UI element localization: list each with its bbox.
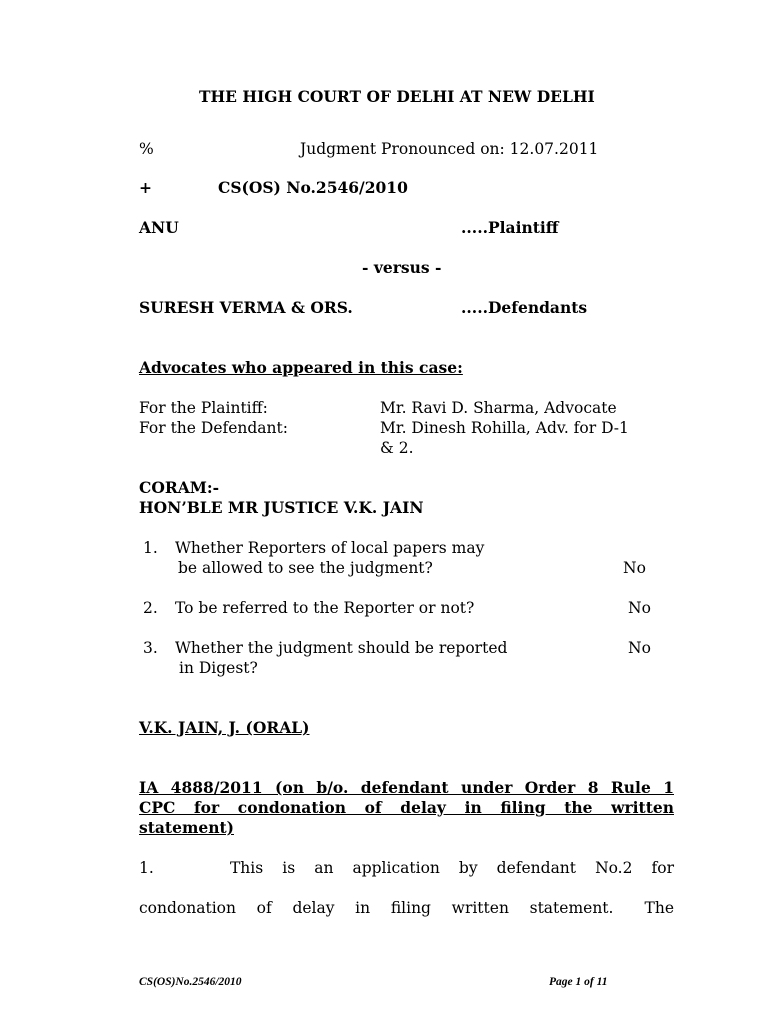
defendant-name: SURESH VERMA & ORS. (139, 298, 353, 317)
for-defendant-label: For the Defendant: (139, 419, 288, 437)
for-defendant-value-line1: Mr. Dinesh Rohilla, Adv. for D-1 (380, 419, 629, 437)
oral-heading: V.K. JAIN, J. (ORAL) (139, 718, 310, 737)
ia-heading-line1: IA 4888/2011 (on b/o. defendant under Order 8 Rule 1 (139, 778, 674, 797)
paragraph-1-line1: 1. This is an application by defendant No.2 for (139, 859, 674, 877)
question-3-line1: Whether the judgment should be reported (175, 639, 508, 657)
for-plaintiff-value: Mr. Ravi D. Sharma, Advocate (380, 399, 617, 417)
coram: CORAM:- (139, 478, 220, 497)
plaintiff-name: ANU (139, 218, 179, 237)
question-1-line2: be allowed to see the judgment? (178, 559, 433, 577)
ia-heading-line3: statement) (139, 818, 234, 837)
defendant-role: .....Defendants (461, 298, 588, 317)
advocates-heading: Advocates who appeared in this case: (139, 358, 463, 377)
ia-heading-line2: CPC for condonation of delay in filing the written (139, 798, 674, 817)
judge-name: HON’BLE MR JUSTICE V.K. JAIN (139, 498, 424, 517)
court-title: THE HIGH COURT OF DELHI AT NEW DELHI (199, 87, 595, 106)
plus-mark: + (139, 178, 152, 197)
versus: - versus - (362, 258, 442, 277)
question-1-number: 1. (143, 539, 158, 557)
for-defendant-value-line2: & 2. (380, 439, 414, 457)
paragraph-1-line2: condonation of delay in filing written statement. The (139, 899, 674, 917)
question-1-answer: No (623, 559, 646, 577)
question-3-number: 3. (143, 639, 158, 657)
footer-case-ref: CS(OS)No.2546/2010 (139, 976, 242, 988)
question-3-line2: in Digest? (179, 659, 258, 677)
question-2-answer: No (628, 599, 651, 617)
pronounced-date: Judgment Pronounced on: 12.07.2011 (300, 140, 599, 158)
question-2-number: 2. (143, 599, 158, 617)
question-2-line1: To be referred to the Reporter or not? (175, 599, 475, 617)
percent-mark: % (139, 140, 154, 158)
case-number: CS(OS) No.2546/2010 (218, 178, 408, 197)
for-plaintiff-label: For the Plaintiff: (139, 399, 268, 417)
footer-page-number: Page 1 of 11 (549, 976, 608, 988)
question-1-line1: Whether Reporters of local papers may (175, 539, 485, 557)
question-3-answer: No (628, 639, 651, 657)
plaintiff-role: .....Plaintiff (461, 218, 559, 237)
